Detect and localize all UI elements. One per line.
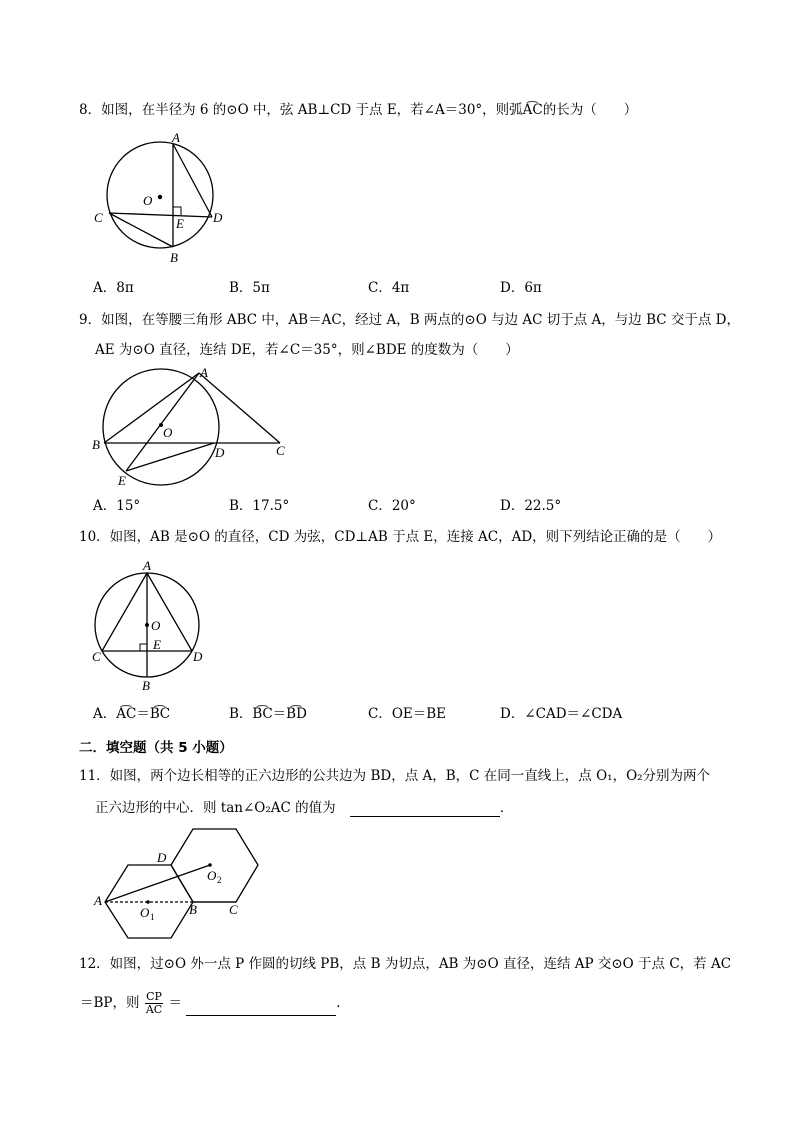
q12-fraction [145,991,163,1016]
q10-option-b[interactable]: B．B͡C＝B͡D [229,706,307,722]
q10-option-c[interactable]: C．OE＝BE [368,706,447,722]
q10-option-d[interactable]: D．∠CAD＝∠CDA [500,706,623,722]
q10-label-d: D [193,649,203,664]
q8-figure [90,130,230,265]
q11-label-c: C [229,902,238,917]
q12-answer-blank[interactable] [186,1001,336,1016]
q11-label-o2: O [207,868,217,883]
q10-label-c: C [92,649,101,664]
q12-stem-text-b: ＝ [168,995,182,1011]
q11-answer-blank[interactable] [350,802,500,817]
q11-label-a: A [94,893,102,908]
q8-label-e: E [176,216,184,231]
q8-label-d: D [213,210,223,225]
q8-label-o: O [143,193,153,208]
q8-option-b[interactable]: B．5π [229,280,270,296]
q9-label-c: C [276,443,285,458]
q9-label-d: D [215,445,225,460]
q11-label-d: D [157,850,167,865]
q12-stem-line2 [80,990,720,1016]
q11-label-o1-sub: 1 [150,912,155,922]
q11-label-b: B [189,902,197,917]
q9-stem-line2: AE 为⊙O 直径，连结 DE，若∠C＝35°，则∠BDE 的度数为（ ） [95,342,519,358]
q11-stem-line2 [95,799,735,817]
q10-label-e: E [153,637,161,652]
q11-stem-text: 正六边形的中心．则 tan∠O₂AC 的值为 [95,800,336,816]
q9-option-c[interactable]: C．20° [368,498,416,514]
q9-label-a: A [200,365,208,380]
q9-figure [90,365,300,490]
q8-option-a[interactable]: A．8π [93,280,134,296]
q8-label-b: B [170,250,178,265]
q8-label-c: C [94,210,103,225]
q12-stem-end: ． [336,995,350,1011]
q11-label-o2-sub: 2 [217,875,222,885]
q12-stem-line1: 12．如图，过⊙O 外一点 P 作圆的切线 PB，点 B 为切点，AB 为⊙O 直径，连结 AP 交⊙O 于点 C，若 AC [79,956,732,972]
q10-option-a[interactable]: A．A͡C＝B͡C [93,706,171,722]
q9-option-a[interactable]: A．15° [93,498,141,514]
q9-stem-line1: 9．如图，在等腰三角形 ABC 中，AB＝AC，经过 A，B 两点的⊙O 与边 AC 切于点 A，与边 BC 交于点 D， [79,312,740,328]
q12-fraction-numerator: CP [146,990,162,1003]
q9-label-b: B [92,437,100,452]
q11-label-o1: O [140,905,150,920]
q10-label-b: B [142,678,150,693]
q9-label-o: O [163,425,173,440]
q9-option-b[interactable]: B．17.5° [229,498,290,514]
q9-option-d[interactable]: D．22.5° [500,498,562,514]
q12-fraction-denominator: AC [145,1003,163,1016]
q10-figure [88,557,218,697]
q9-label-e: E [118,473,126,488]
q11-stem-line1: 11．如图，两个边长相等的正六边形的公共边为 BD，点 A，B，C 在同一直线上，点 O₁，O₂分别为两个 [79,768,711,784]
q11-stem-end: ． [499,800,514,816]
q11-figure [92,825,262,940]
q8-option-d[interactable]: D．6π [500,280,542,296]
q8-stem: 8．如图，在半径为 6 的⊙O 中，弦 AB⊥CD 于点 E，若∠A＝30°，则弧A͡C的长为（ ） [79,102,638,118]
q10-label-a: A [143,558,151,573]
q8-option-c[interactable]: C．4π [368,280,410,296]
q10-stem: 10．如图，AB 是⊙O 的直径，CD 为弦，CD⊥AB 于点 E，连接 AC，AD，则下列结论正确的是（ ） [79,529,722,545]
section-heading: 二．填空题（共 5 小题） [79,740,233,756]
q10-label-o: O [151,618,161,633]
q8-label-a: A [172,130,180,145]
q12-stem-text-a: ＝BP，则 [80,995,140,1011]
